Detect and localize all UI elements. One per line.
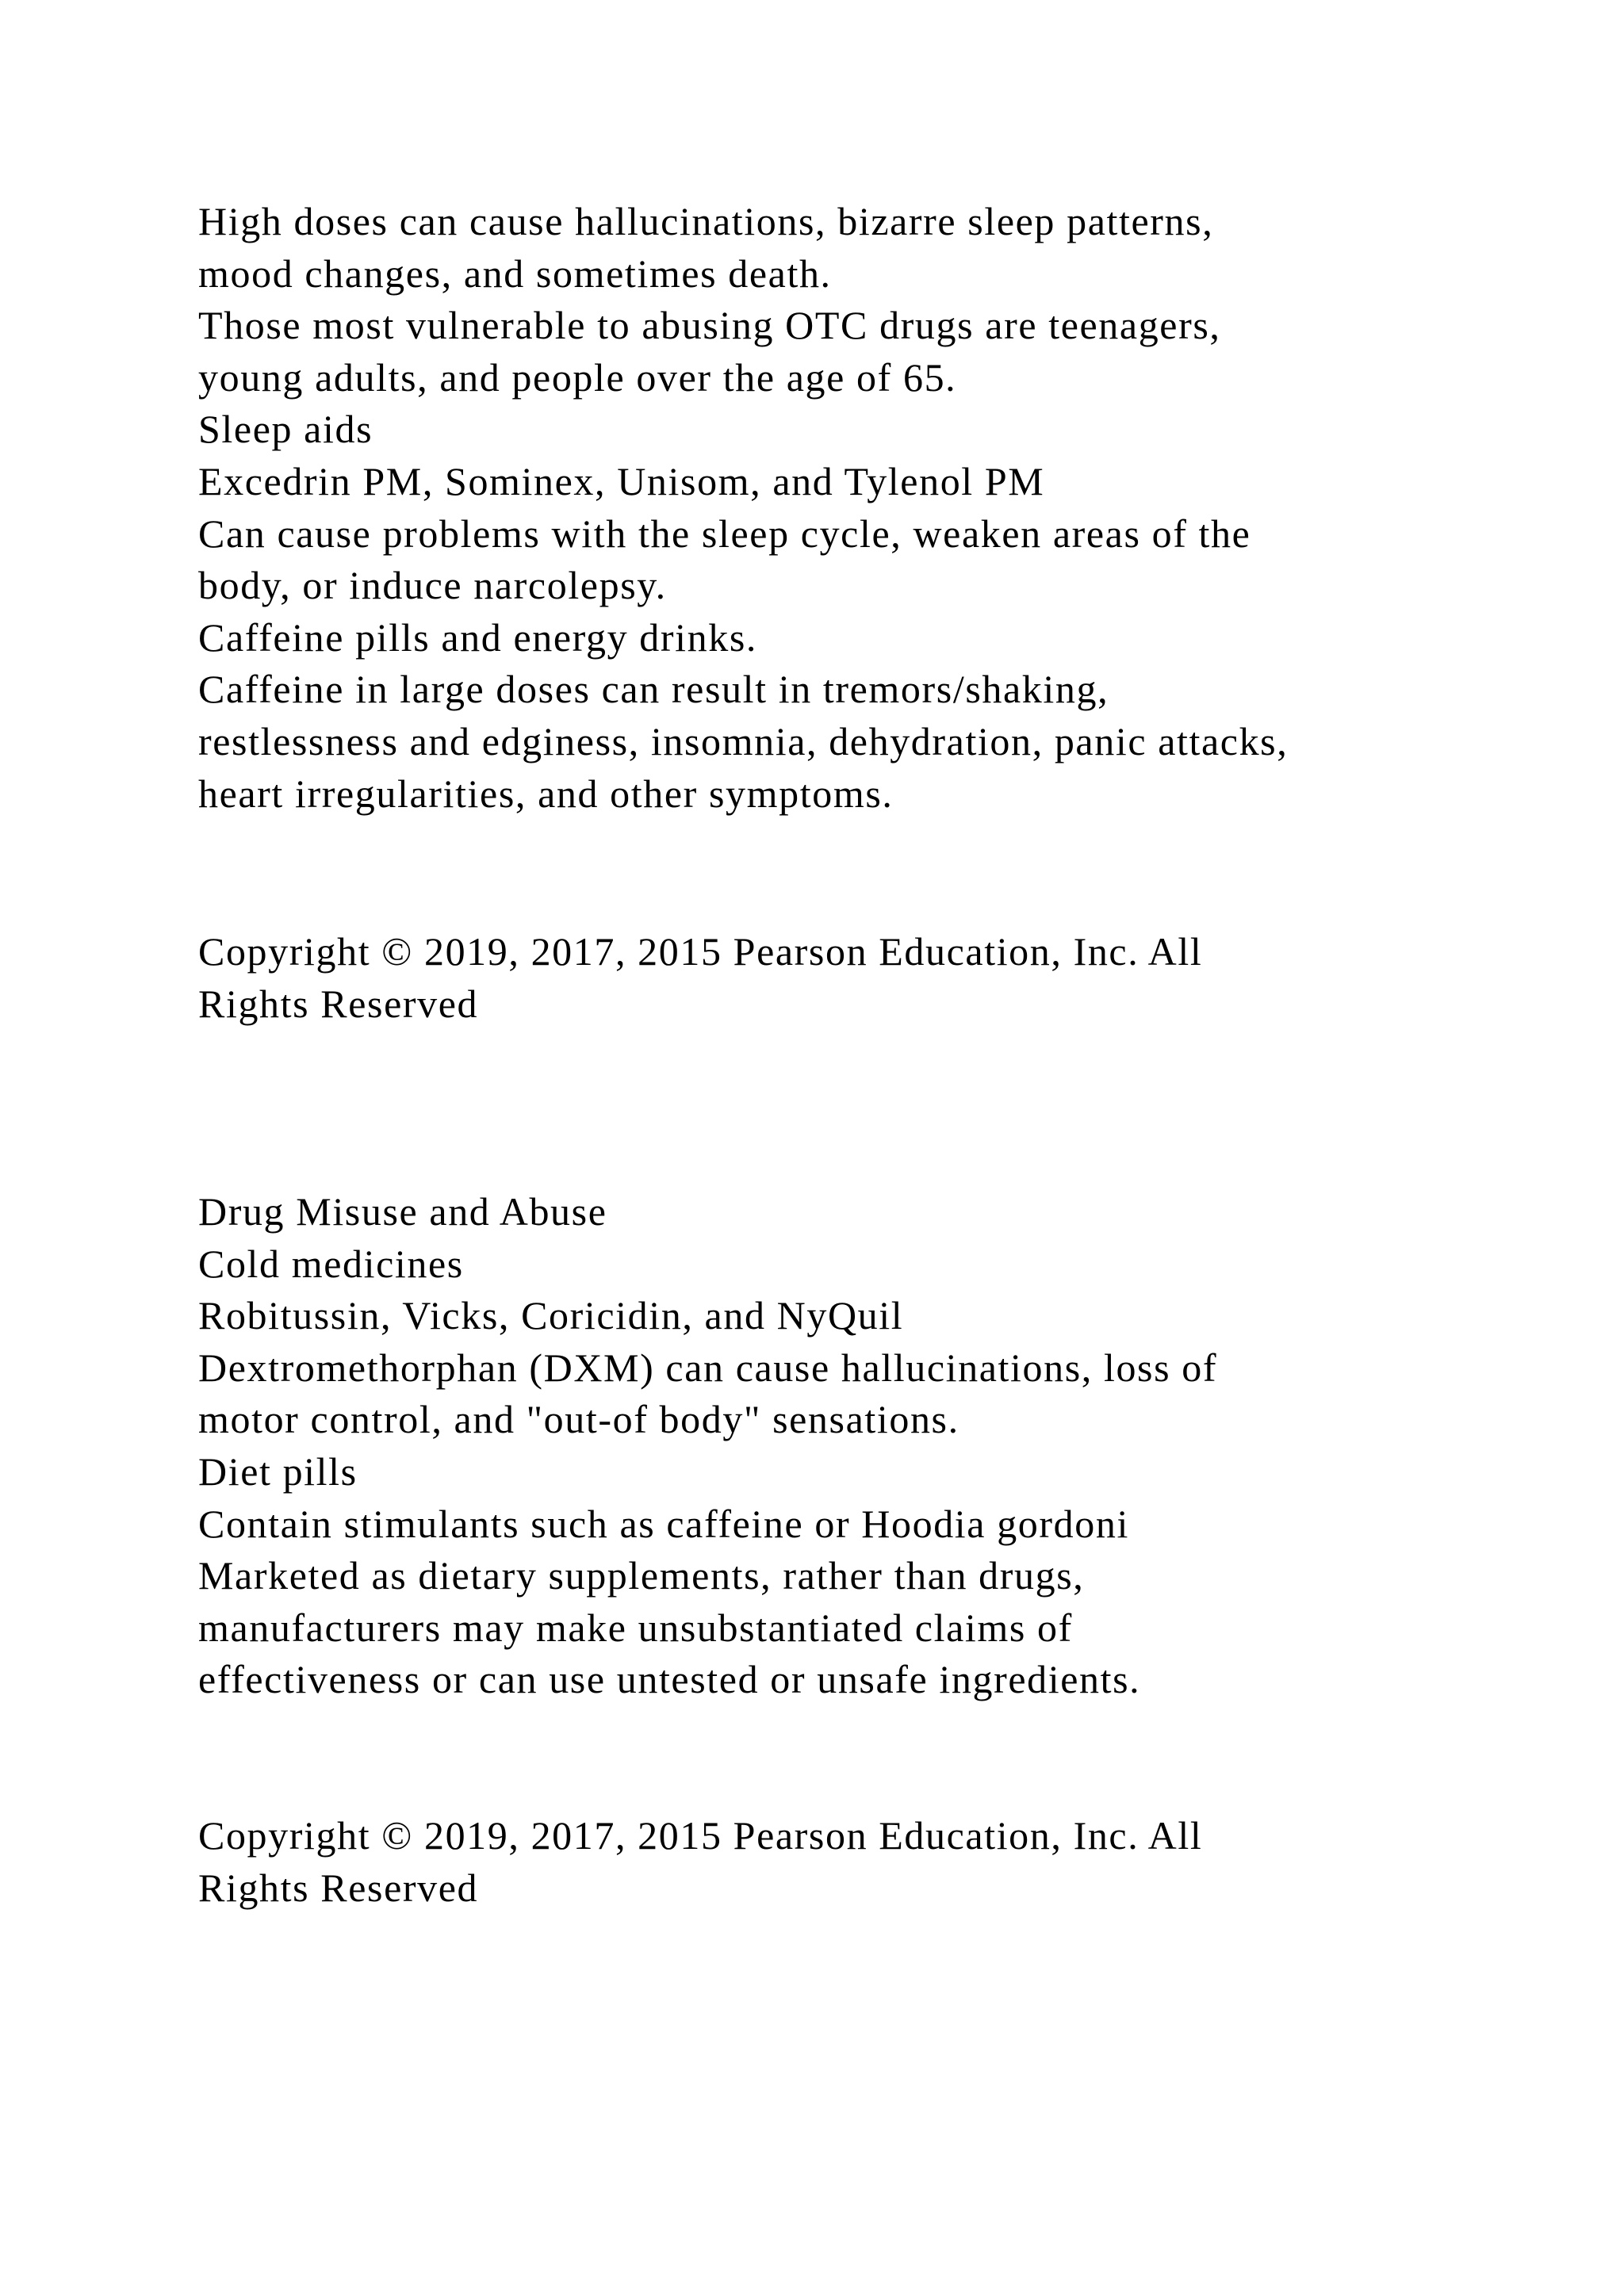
section-heading: Drug Misuse and Abuse [198, 1189, 607, 1234]
text-line: Copyright © 2019, 2017, 2015 Pearson Education, Inc. All [198, 929, 1203, 974]
text-line: Can cause problems with the sleep cycle, weaken areas of the [198, 511, 1251, 556]
drug-misuse-paragraph [198, 1186, 1546, 1706]
text-line: Rights Reserved [198, 981, 479, 1026]
text-line: Caffeine in large doses can result in tremors/shaking, [198, 667, 1109, 712]
text-line: body, or induce narcolepsy. [198, 563, 667, 608]
text-line: Those most vulnerable to abusing OTC drugs are teenagers, [198, 303, 1221, 348]
text-line: mood changes, and sometimes death. [198, 251, 832, 296]
text-line: motor control, and "out-of body" sensations. [198, 1397, 959, 1442]
text-line: young adults, and people over the age of 65. [198, 354, 957, 400]
text-line: Marketed as dietary supplements, rather than drugs, [198, 1553, 1085, 1598]
text-line: Dextromethorphan (DXM) can cause hallucinations, loss of [198, 1345, 1218, 1390]
copyright-notice [198, 926, 1546, 1030]
text-line: manufacturers may make unsubstantiated claims of [198, 1605, 1073, 1650]
text-line: Cold medicines [198, 1241, 464, 1286]
text-line: Excedrin PM, Sominex, Unisom, and Tylenol PM [198, 458, 1045, 503]
text-line: Robitussin, Vicks, Coricidin, and NyQuil [198, 1293, 904, 1338]
text-line: Rights Reserved [198, 1865, 479, 1910]
text-line: Sleep aids [198, 407, 373, 452]
text-line: effectiveness or can use untested or unsafe ingredients. [198, 1657, 1141, 1702]
text-line: Diet pills [198, 1448, 358, 1494]
text-line: High doses can cause hallucinations, bizarre sleep patterns, [198, 199, 1214, 243]
otc-effects-paragraph [198, 196, 1546, 820]
text-line: Caffeine pills and energy drinks. [198, 614, 757, 660]
text-line: Copyright © 2019, 2017, 2015 Pearson Education, Inc. All [198, 1813, 1203, 1858]
text-line: restlessness and edginess, insomnia, dehydration, panic attacks, [198, 718, 1289, 763]
copyright-notice [198, 1810, 1546, 1914]
text-line: Contain stimulants such as caffeine or Hoodia gordoni [198, 1501, 1129, 1546]
text-line: heart irregularities, and other symptoms. [198, 771, 894, 816]
